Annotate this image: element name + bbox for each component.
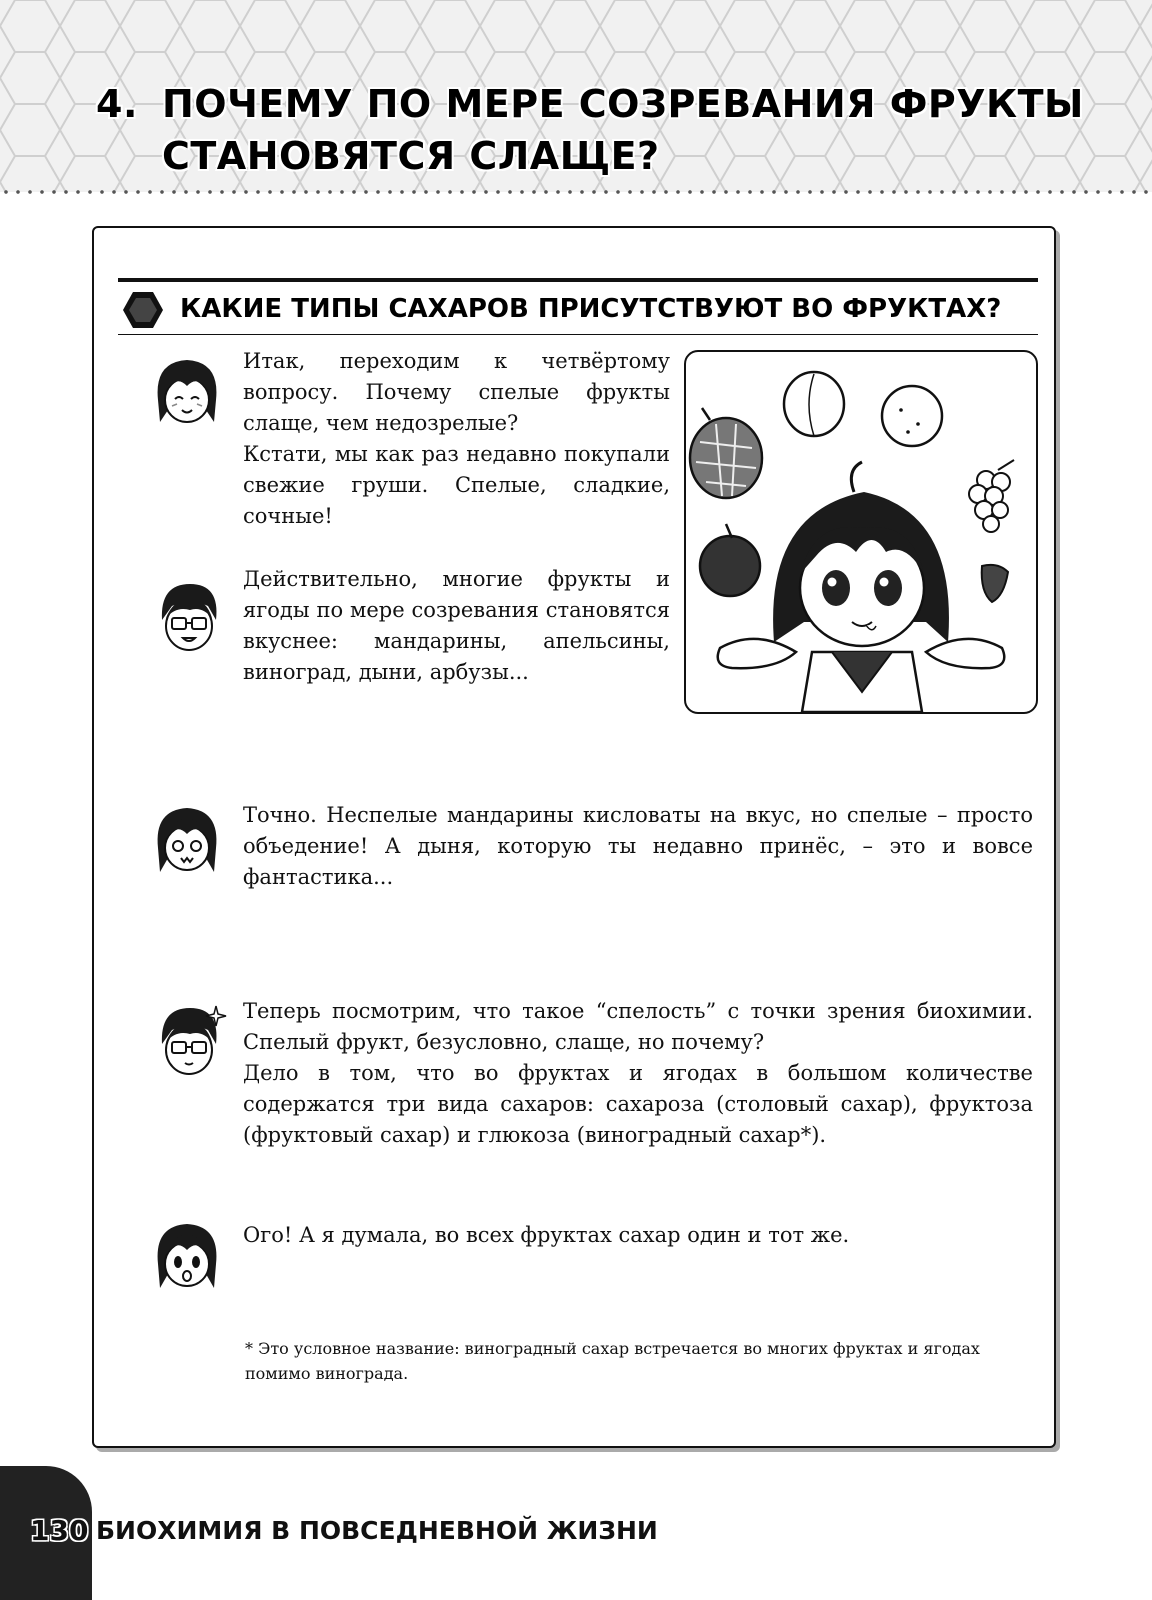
- orange-icon: [882, 386, 942, 446]
- hexagon-bullet-icon: [122, 290, 166, 330]
- chapter-title-line1: ПОЧЕМУ ПО МЕРЕ СОЗРЕВАНИЯ ФРУКТЫ: [162, 82, 1084, 126]
- section-rule-top: [118, 278, 1038, 282]
- dialogue-3-paragraph-1: Точно. Неспелые мандарины кисловаты на вкус, но спелые – просто объедение! А дыня, которую ты недавно принёс, – это и вовсе фантастика...: [243, 803, 1033, 889]
- section-heading: КАКИЕ ТИПЫ САХАРОВ ПРИСУТСТВУЮТ ВО ФРУКТАХ?: [180, 294, 1002, 324]
- dialogue-line-3: [243, 800, 1033, 893]
- melon-icon: [690, 418, 762, 498]
- girl-smiling-avatar-icon: [148, 352, 226, 434]
- dialogue-4-paragraph-1: Теперь посмотрим, что такое “спелость” с точки зрения биохимии. Спелый фрукт, безусловно, слаще, но почему?: [243, 999, 1033, 1054]
- strawberry-icon: [982, 565, 1008, 602]
- chapter-number: 4.: [96, 82, 138, 126]
- peach-icon: [784, 372, 844, 436]
- chapter-title: [96, 78, 1084, 182]
- dialogue-4-paragraph-2: Дело в том, что во фруктах и ягодах в большом количестве содержатся три вида сахаров: сахароза (столовый сахар), фруктоза (фруктовый сахар) и глюкоза (виноградный сахар*).: [243, 1061, 1033, 1147]
- dialogue-line-5: [243, 1220, 1033, 1251]
- dialogue-line-2: [243, 564, 670, 688]
- boy-glasses-avatar-icon: [150, 576, 228, 658]
- dialogue-5-paragraph-1: Ого! А я думала, во всех фруктах сахар один и тот же.: [243, 1223, 850, 1247]
- running-title: БИОХИМИЯ В ПОВСЕДНЕВНОЙ ЖИЗНИ: [96, 1516, 658, 1545]
- dialogue-2-paragraph-1: Действительно, многие фрукты и ягоды по мере созревания становятся вкуснее: мандарины, апельсины, виноград, дыни, арбузы...: [243, 567, 670, 684]
- girl-happy-avatar-icon: [148, 800, 226, 882]
- apple-icon: [700, 536, 760, 596]
- dialogue-line-4: [243, 996, 1033, 1151]
- page-number: 130: [30, 1514, 89, 1547]
- girl-with-fruits-icon: [686, 352, 1036, 712]
- dialogue-1-paragraph-1: Итак, переходим к четвёртому вопросу. Почему спелые фрукты слаще, чем недозрелые?: [243, 349, 670, 435]
- chapter-title-line2: СТАНОВЯТСЯ СЛАЩЕ?: [162, 134, 660, 178]
- footnote: * Это условное название: виноградный сахар встречается во многих фруктах и ягодах помимо винограда.: [245, 1339, 980, 1383]
- boy-glasses-sparkle-avatar-icon: [150, 1000, 228, 1082]
- fruit-juggling-illustration: [684, 350, 1038, 714]
- girl-surprised-avatar-icon: [148, 1216, 226, 1298]
- dialogue-line-1: [243, 346, 670, 532]
- header-dotted-rule: [0, 188, 1152, 196]
- grapes-icon: [969, 471, 1010, 532]
- section-rule-bottom: [118, 334, 1038, 335]
- dialogue-1-paragraph-2: Кстати, мы как раз недавно покупали свежие груши. Спелые, сладкие, сочные!: [243, 442, 670, 528]
